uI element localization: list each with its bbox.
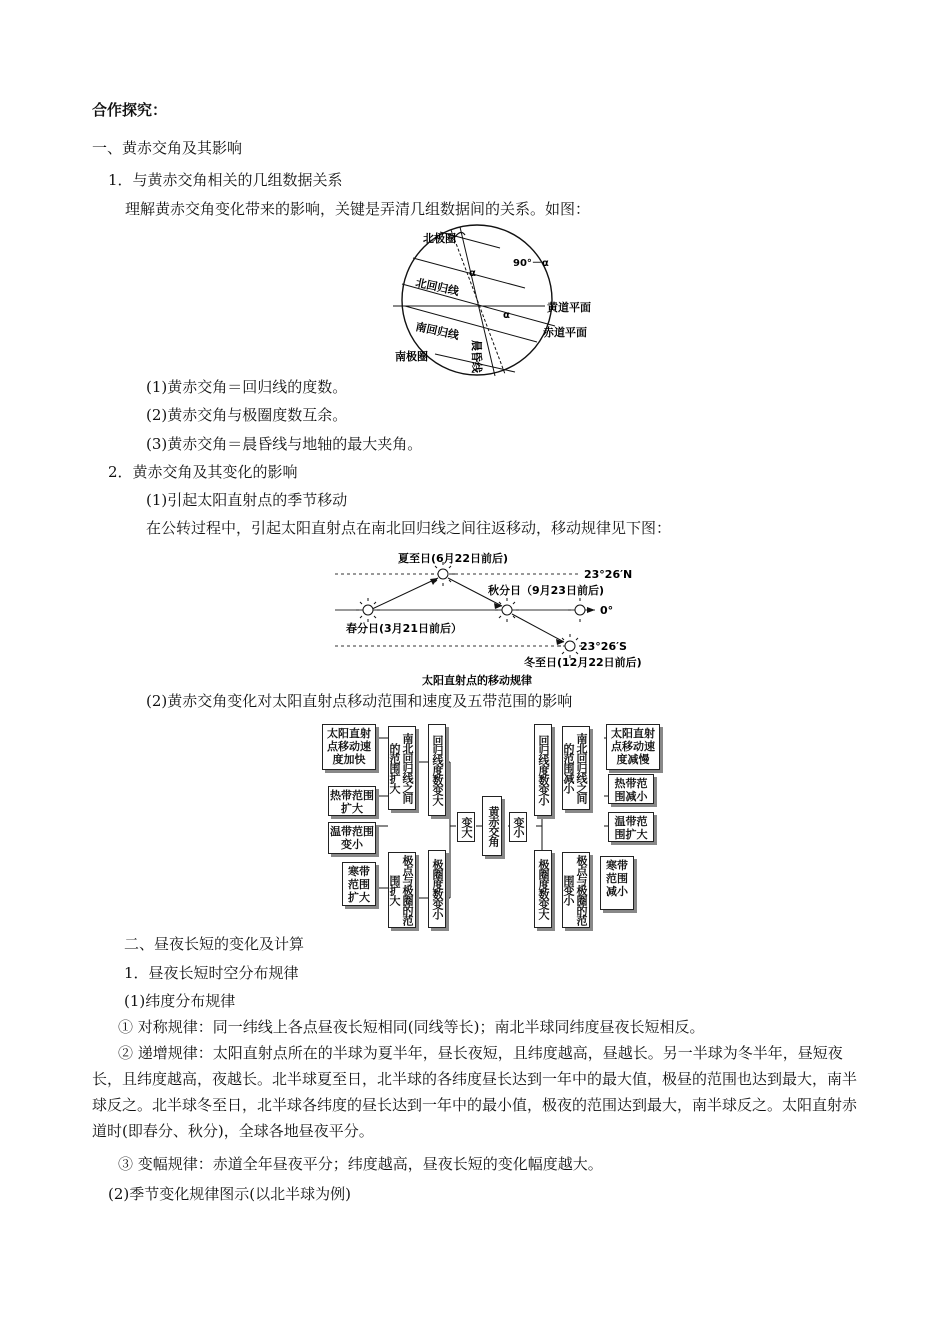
label-alpha-right: α [503,310,510,321]
flow-left-sun-speed: 太阳直射点移动速度加快 [322,724,376,770]
intro-text: 理解黄赤交角变化带来的影响，关键是弄清几组数据间的关系。如图： [125,200,591,218]
label-lat-zero: 0° [600,604,614,617]
flow-right-polar-range: 极点与极圈的范围变小 [562,852,590,928]
label-lat-north: 23°26′N [584,568,633,581]
label-lat-south: 23°26′S [580,640,627,653]
flow-right-tropic-degree: 回归线度数变小 [534,724,552,816]
label-spring-equinox: 春分日(3月21日前后） [346,622,462,635]
flow-left-polar-range: 极点与极圈的范围扩大 [388,852,416,928]
flow-left-temperate: 温带范围变小 [328,822,376,854]
sun-icon-winter [558,634,582,658]
point-3: (3)黄赤交角＝晨昏线与地轴的最大夹角。 [146,435,423,453]
flow-right-sun-speed: 太阳直射点移动速度减慢 [606,724,660,770]
label-summer-solstice: 夏至日(6月22日前后) [398,552,509,565]
flow-left-torrid: 热带范围扩大 [328,786,376,816]
section-2-heading: 二、昼夜长短的变化及计算 [124,935,305,953]
section-1-heading: 一、黄赤交角及其影响 [92,139,243,157]
label-winter-solstice: 冬至日(12月22日前后) [524,656,642,669]
label-equator-plane: 赤道平面 [543,326,587,339]
label-angle-90-alpha: 90°－α [513,258,549,269]
flow-left-frigid: 寒带范围扩大 [342,862,376,906]
flow-left-polar-degree: 极圈度数变小 [428,850,446,928]
subsection-2-1-1: (1)纬度分布规律 [124,992,236,1010]
subsection-1-1: 1．与黄赤交角相关的几组数据关系 [108,171,343,189]
subsection-2-1: 1．昼夜长短时空分布规律 [124,964,299,982]
flow-increase: 变大 [457,812,475,842]
subsection-1-2-2: (2)黄赤交角变化对太阳直射点移动范围和速度及五带范围的影响 [146,692,573,710]
subsection-1-2: 2．黄赤交角及其变化的影响 [108,463,298,481]
flow-left-tropic-degree: 回归线度数变大 [428,724,446,816]
label-north-polar-circle: 北极圈 [423,232,456,245]
chart-caption: 太阳直射点的移动规律 [422,674,532,687]
flow-right-frigid: 寒带范围减小 [600,856,634,910]
flow-left-between-tropics: 南北回归线之间的范围扩大 [388,726,416,810]
flow-right-torrid: 热带范围减小 [608,774,654,804]
label-terminator: 晨昏线 [470,340,483,373]
flow-right-between-tropics: 南北回归线之间的范围减小 [562,726,590,810]
flow-right-polar-degree: 极圈度数变大 [534,850,552,928]
flow-right-temperate: 温带范围扩大 [608,812,654,842]
earth-axis-diagram [385,222,605,382]
subsection-1-2-1: (1)引起太阳直射点的季节移动 [146,491,348,509]
label-ecliptic-plane: 黄道平面 [547,301,591,314]
label-alpha-top: α [469,268,476,279]
label-tropic-south: 南回归线 [414,320,461,343]
flow-decrease: 变小 [509,812,527,842]
sun-movement-chart [330,548,660,690]
page-title: 合作探究： [92,101,168,119]
point-1: (1)黄赤交角＝回归线的度数。 [146,378,348,396]
label-south-polar-circle: 南极圈 [395,350,428,363]
point-2: (2)黄赤交角与极圈度数互余。 [146,406,348,424]
subsection-2-1-2: (2)季节变化规律图示(以北半球为例) [108,1185,351,1203]
rule-symmetry: ① 对称规律：同一纬线上各点昼夜长短相同(同线等长)；南北半球同纬度昼夜长短相反。 [118,1018,705,1036]
flow-center-obliquity: 黄赤交角 [482,796,502,856]
rule-increment: ② 递增规律：太阳直射点所在的半球为夏半年，昼长夜短，且纬度越高，昼越长。另一半球为冬半年，昼短夜长，且纬度越高，夜越长。北半球夏至日，北半球的各纬度昼长达到一年中的最大值，极昼的范围也达到最大，南半球反之。北半球冬至日，北半球各纬度的昼长达到一年中的最小值，极夜的范围达到最大，南半球反之。太阳直射赤道时(即春分、秋分)，全球各地昼夜平分。 [92,1044,858,1140]
label-autumn-equinox: 秋分日（9月23日前后) [488,584,604,597]
subsection-1-2-1-text: 在公转过程中，引起太阳直射点在南北回归线之间往返移动，移动规律见下图： [146,519,672,537]
rule-amplitude: ③ 变幅规律：赤道全年昼夜平分；纬度越高，昼夜长短的变化幅度越大。 [118,1155,603,1173]
label-tropic-north: 北回归线 [414,276,461,299]
